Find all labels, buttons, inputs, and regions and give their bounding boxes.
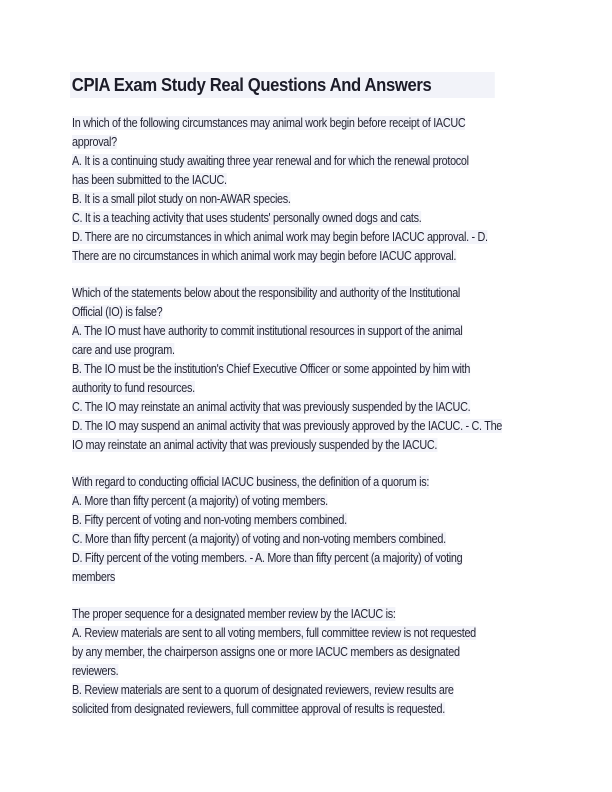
question-text-line — [72, 511, 485, 530]
question-text-line — [72, 379, 485, 398]
question-text-line — [72, 681, 485, 700]
question-text-line — [72, 605, 485, 624]
question-text-line — [72, 341, 485, 360]
question-text-line — [72, 624, 485, 643]
text-run: A. More than fifty percent (a majority) of voting members. — [72, 494, 328, 508]
text-run: has been submitted to the IACUC. — [72, 173, 227, 187]
question-text-line — [72, 114, 485, 133]
text-run: Official (IO) is false? — [72, 305, 163, 319]
question-block — [72, 284, 552, 455]
question-text-line — [72, 530, 485, 549]
question-list — [72, 114, 552, 737]
question-text-line — [72, 700, 485, 719]
text-run: B. Fifty percent of voting and non-voting members combined. — [72, 513, 347, 527]
question-block — [72, 605, 552, 719]
text-run: B. The IO must be the institution's Chief Executive Officer or some appointed by him with — [72, 362, 471, 376]
text-run: C. It is a teaching activity that uses students' personally owned dogs and cats. — [72, 211, 422, 225]
text-run: D. Fifty percent of the voting members. - A. More than fifty percent (a majority) of voting — [72, 551, 463, 565]
question-text-line — [72, 133, 485, 152]
question-text-line — [72, 171, 485, 190]
text-run: A. Review materials are sent to all voting members, full committee review is not requested — [72, 626, 476, 640]
question-text-line — [72, 568, 485, 587]
question-text-line — [72, 549, 485, 568]
text-run: A. It is a continuing study awaiting three year renewal and for which the renewal protocol — [72, 154, 469, 168]
question-text-line — [72, 190, 485, 209]
question-text-line — [72, 152, 485, 171]
text-run: Which of the statements below about the responsibility and authority of the Institutional — [72, 286, 461, 300]
question-text-line — [72, 303, 485, 322]
text-run: C. More than fifty percent (a majority) of voting and non-voting members combined. — [72, 532, 446, 546]
question-text-line — [72, 662, 485, 681]
text-run: D. The IO may suspend an animal activity that was previously approved by the IACUC. - C. The — [72, 419, 503, 433]
question-text-line — [72, 643, 485, 662]
text-run: approval? — [72, 135, 117, 149]
text-run: reviewers. — [72, 664, 119, 678]
question-block — [72, 473, 552, 587]
question-text-line — [72, 398, 485, 417]
question-text-line — [72, 473, 485, 492]
text-run: authority to fund resources. — [72, 381, 195, 395]
text-run: members — [72, 570, 116, 584]
text-run: C. The IO may reinstate an animal activity that was previously suspended by the IACUC. — [72, 400, 471, 414]
question-text-line — [72, 417, 503, 436]
text-run: by any member, the chairperson assigns one or more IACUC members as designated — [72, 645, 460, 659]
question-text-line — [72, 247, 485, 266]
text-run: D. There are no circumstances in which animal work may begin before IACUC approval. - D. — [72, 230, 488, 244]
question-text-line — [72, 492, 485, 511]
question-block — [72, 114, 552, 266]
question-text-line — [72, 322, 485, 341]
question-text-line — [72, 436, 485, 455]
text-run: There are no circumstances in which animal work may begin before IACUC approval. — [72, 249, 457, 263]
text-run: solicited from designated reviewers, full committee approval of results is requested. — [72, 702, 445, 716]
question-text-line — [72, 360, 485, 379]
text-run: care and use program. — [72, 343, 175, 357]
text-run: In which of the following circumstances may animal work begin before receipt of IACUC — [72, 116, 466, 130]
question-text-line — [72, 228, 488, 247]
text-run: B. Review materials are sent to a quorum of designated reviewers, review results are — [72, 683, 454, 697]
text-run: With regard to conducting official IACUC business, the definition of a quorum is: — [72, 475, 430, 489]
text-run: IO may reinstate an animal activity that was previously suspended by the IACUC. — [72, 438, 438, 452]
text-run: B. It is a small pilot study on non-AWAR species. — [72, 192, 291, 206]
text-run: The proper sequence for a designated member review by the IACUC is: — [72, 607, 396, 621]
question-text-line — [72, 284, 485, 303]
text-run: A. The IO must have authority to commit institutional resources in support of the animal — [72, 324, 463, 338]
question-text-line — [72, 209, 485, 228]
page-title: CPIA Exam Study Real Questions And Answers — [70, 72, 495, 98]
